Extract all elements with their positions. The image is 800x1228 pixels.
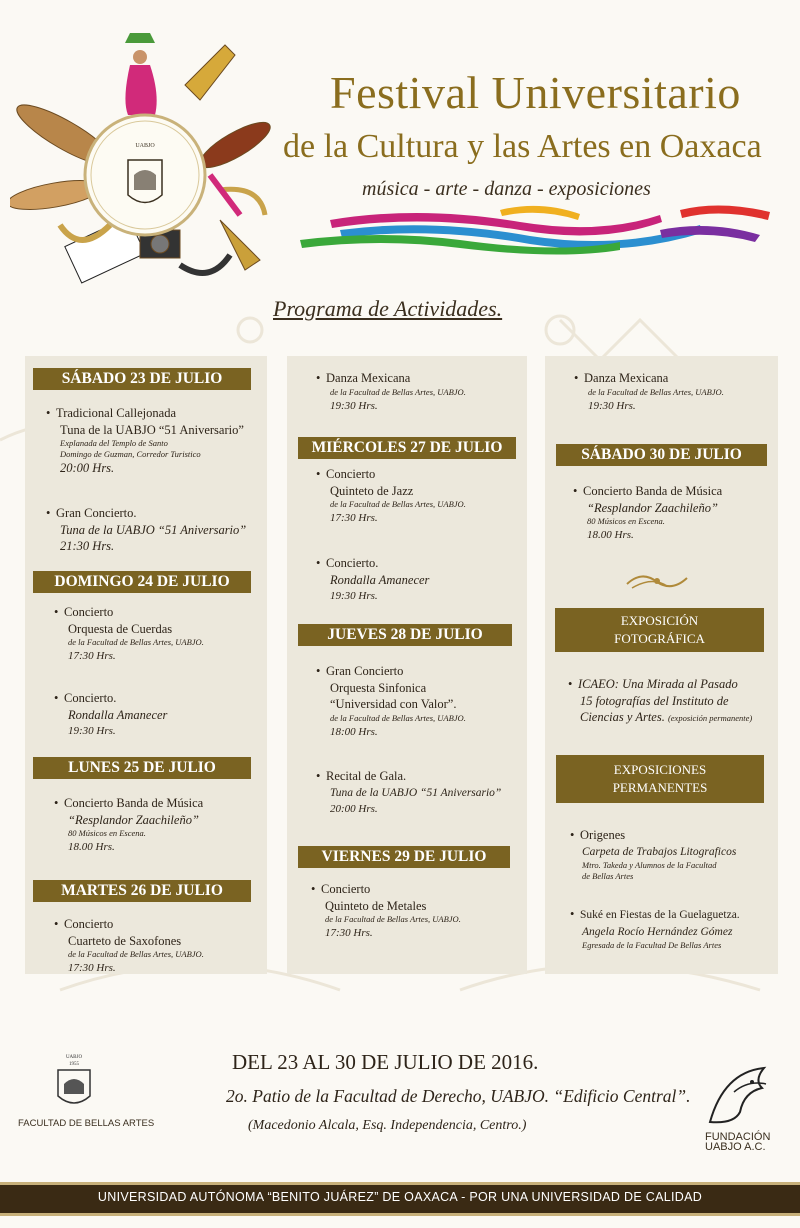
colorful-ribbon — [300, 200, 770, 260]
fundacion-uabjo-label: FUNDACIÓN UABJO A.C. — [705, 1131, 771, 1153]
festival-title: Festival Universitario — [330, 67, 741, 118]
event-callejonada: • Tradicional Callejonada Tuna de la UABJO “51 Aniversario” Explanada del Templo de Santo Domingo de Guzman, Corredor Turistico 20:00 Hrs. — [46, 406, 244, 475]
event-saxofones: • Concierto Cuarteto de Saxofones de la Facultad de Bellas Artes, UABJO. 17:30 Hrs. — [54, 917, 204, 974]
ornament-flourish-icon — [622, 568, 692, 594]
festival-dates: DEL 23 AL 30 DE JULIO DE 2016. — [232, 1050, 539, 1074]
day-header-lunes-25: LUNES 25 DE JULIO — [33, 757, 251, 779]
event-danza-mexicana-mar: • Danza Mexicana de la Facultad de Bellas Artes, UABJO. 19:30 Hrs. — [316, 371, 466, 412]
event-rondalla-dom: • Concierto. Rondalla Amanecer 19:30 Hrs. — [54, 691, 168, 737]
day-header-viernes-29: VIERNES 29 DE JULIO — [298, 846, 510, 868]
event-quinteto-metales: • Concierto Quinteto de Metales de la Facultad de Bellas Artes, UABJO. 17:30 Hrs. — [311, 882, 461, 939]
event-quinteto-jazz: • Concierto Quinteto de Jazz de la Facultad de Bellas Artes, UABJO. 17:30 Hrs. — [316, 467, 466, 524]
facultad-bellas-artes-label: FACULTAD DE BELLAS ARTES — [18, 1118, 155, 1129]
svg-text:1955: 1955 — [69, 1062, 79, 1067]
festival-emblem-illustration — [10, 25, 280, 300]
festival-address: (Macedonio Alcala, Esq. Independencia, Centro.) — [248, 1118, 527, 1133]
festival-title-line2: de la Cultura y las Artes en Oaxaca — [283, 128, 762, 165]
facultad-bellas-artes-logo — [44, 1050, 104, 1114]
expo-suke: • Suké en Fiestas de la Guelaguetza. Angela Rocío Hernández Gómez Egresada de la Facultad De Bellas Artes — [570, 907, 740, 950]
day-header-domingo-24: DOMINGO 24 DE JULIO — [33, 571, 251, 593]
svg-text:UABJO: UABJO — [135, 143, 155, 149]
event-banda-sabado: • Concierto Banda de Música “Resplandor Zaachileño” 80 Músicos en Escena. 18.00 Hrs. — [573, 484, 723, 541]
event-rondalla-mie: • Concierto. Rondalla Amanecer 19:30 Hrs. — [316, 556, 430, 602]
event-orquesta-sinfonica: • Gran Concierto Orquesta Sinfonica “Universidad con Valor”. de la Facultad de Bellas Artes, UABJO. 18:00 Hrs. — [316, 664, 466, 738]
expo-fotografica-header: EXPOSICIÓN FOTOGRÁFICA — [555, 608, 764, 652]
day-header-sabado-30: SÁBADO 30 DE JULIO — [556, 444, 767, 466]
program-title: Programa de Actividades. — [273, 296, 503, 321]
footer-bar-text: UNIVERSIDAD AUTÓNOMA “BENITO JUÁREZ” DE OAXACA - POR UNA UNIVERSIDAD DE CALIDAD — [97, 1190, 703, 1204]
day-header-martes-26: MARTES 26 DE JULIO — [33, 880, 251, 902]
svg-text:UABJO: UABJO — [65, 1055, 83, 1060]
event-orquesta-cuerdas: • Concierto Orquesta de Cuerdas de la Facultad de Bellas Artes, UABJO. 17:30 Hrs. — [54, 605, 204, 662]
fundacion-uabjo-logo — [704, 1062, 780, 1132]
expo-origenes: • Origenes Carpeta de Trabajos Litograficos Mtro. Takeda y Alumnos de la Facultad de Bellas Artes — [570, 828, 737, 881]
expo-permanentes-header: EXPOSICIONES PERMANENTES — [556, 755, 764, 803]
event-banda-lunes: • Concierto Banda de Música “Resplandor Zaachileño” 80 Músicos en Escena. 18.00 Hrs. — [54, 796, 204, 853]
festival-subtitle: música - arte - danza - exposiciones — [362, 178, 651, 200]
event-recital-gala: • Recital de Gala. Tuna de la UABJO “51 Aniversario” 20:00 Hrs. — [316, 769, 502, 815]
day-header-sabado-23: SÁBADO 23 DE JULIO — [33, 368, 251, 390]
event-danza-mexicana-vie: • Danza Mexicana de la Facultad de Bellas Artes, UABJO. 19:30 Hrs. — [574, 371, 724, 412]
expo-icaeo: • ICAEO: Una Mirada al Pasado 15 fotografías del Instituto de Ciencias y Artes. (exposición permanente) — [568, 677, 753, 724]
event-gran-concierto-tuna: • Gran Concierto. Tuna de la UABJO “51 Aniversario” 21:30 Hrs. — [46, 506, 247, 553]
day-header-miercoles-27: MIÉRCOLES 27 DE JULIO — [298, 437, 516, 459]
day-header-jueves-28: JUEVES 28 DE JULIO — [298, 624, 512, 646]
festival-venue: 2o. Patio de la Facultad de Derecho, UABJO. “Edificio Central”. — [226, 1086, 691, 1106]
